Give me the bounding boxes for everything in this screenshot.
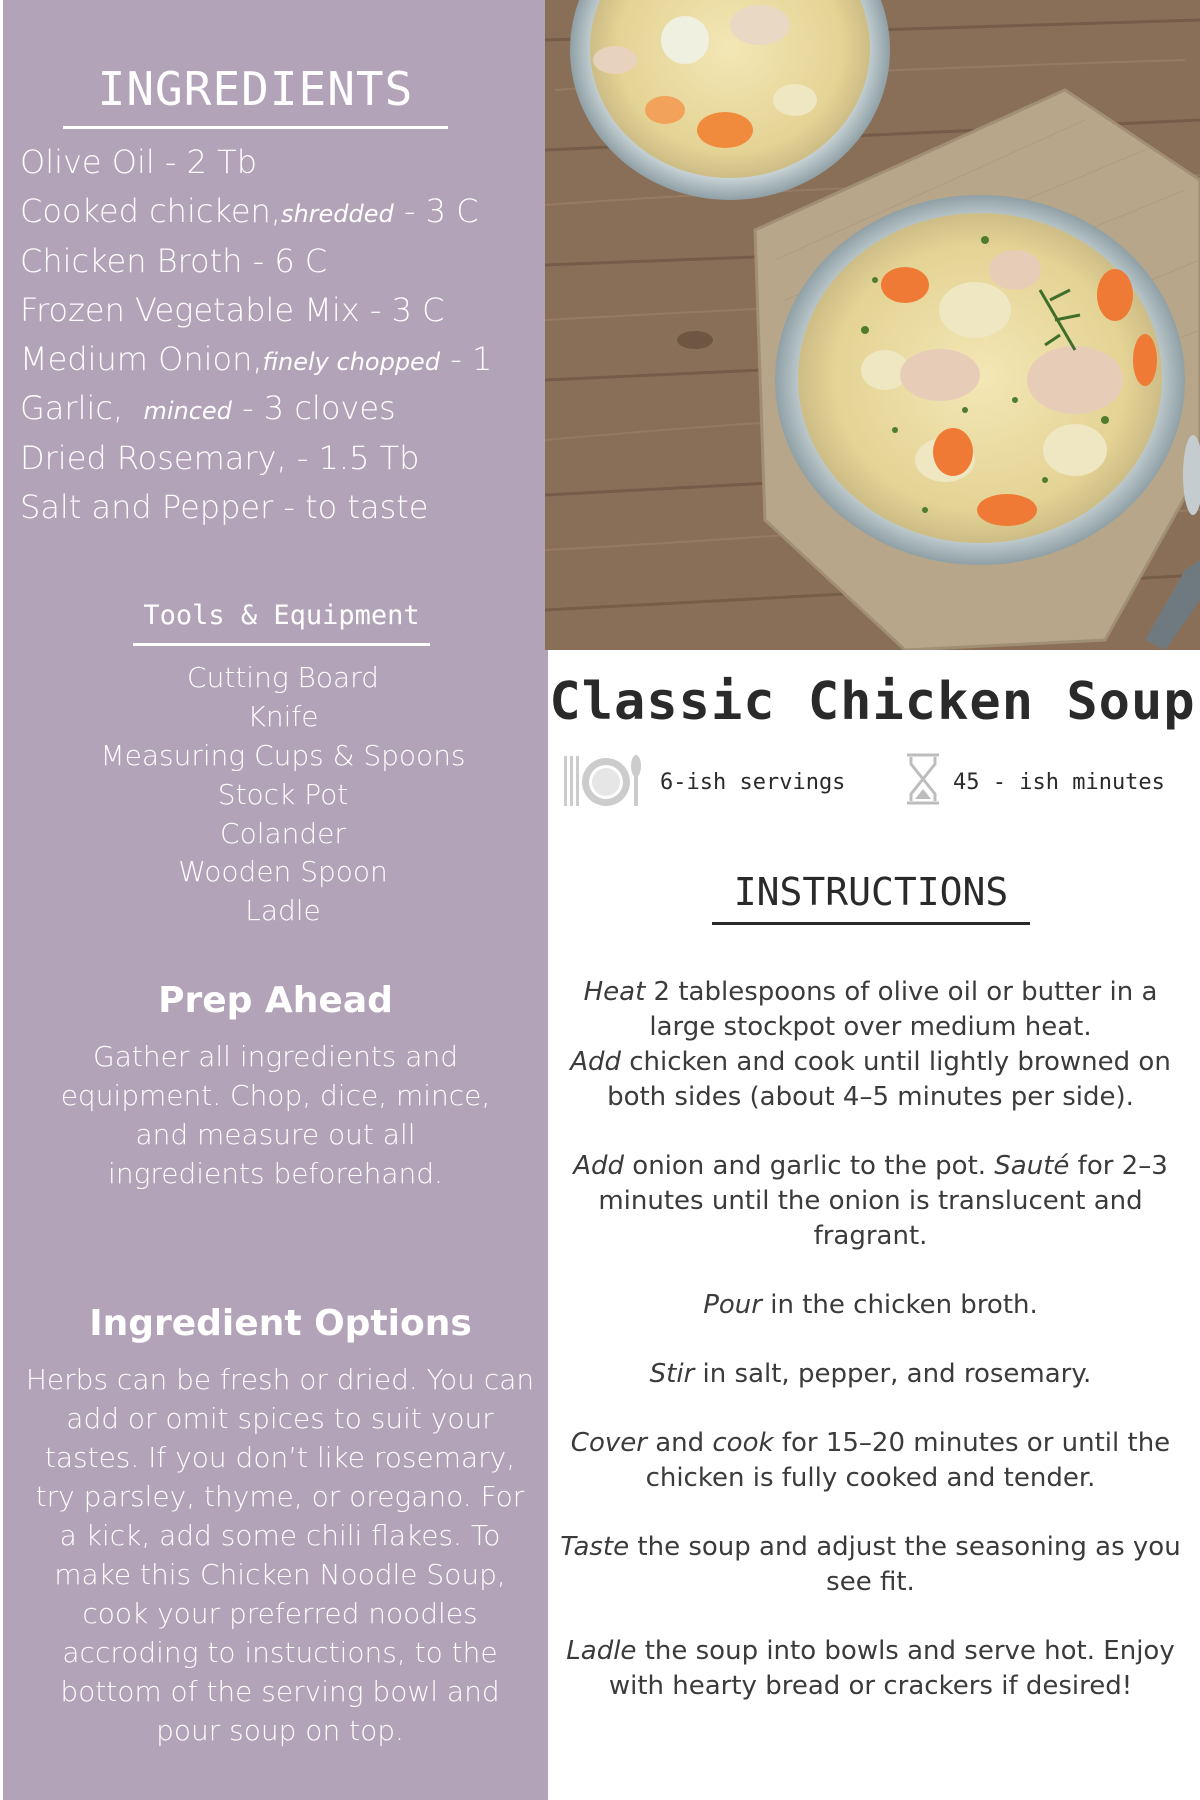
ingredient-text: Dried Rosemary, - 1.5 Tb — [20, 438, 420, 477]
tool-item: Cutting Board — [187, 661, 379, 694]
step-text: in salt, pepper, and rosemary. — [694, 1359, 1092, 1389]
tool-item: Colander — [220, 816, 346, 850]
instruction-step — [548, 1357, 1193, 1392]
instruction-step — [548, 1149, 1193, 1254]
time-text: 45 - ish minutes — [953, 770, 1165, 795]
step-verb: Add — [570, 1047, 621, 1077]
ingredients-list — [20, 140, 540, 534]
instructions-title: INSTRUCTIONS — [712, 870, 1030, 925]
tool-item: Knife — [247, 699, 319, 733]
soup-photo — [545, 0, 1200, 650]
ingredient-item — [20, 189, 540, 238]
ingredient-options-title: Ingredient Options — [89, 1303, 472, 1344]
recipe-meta — [560, 752, 1200, 812]
ingredient-note: shredded — [280, 200, 394, 229]
step-verb: Ladle — [566, 1636, 637, 1666]
step-text: the soup and adjust the seasoning as you see fit. — [629, 1532, 1181, 1597]
step-verb: Pour — [703, 1290, 762, 1320]
ingredient-item — [20, 140, 540, 189]
instruction-step — [548, 1426, 1193, 1496]
plate-fork-knife-icon — [562, 754, 642, 814]
instructions-list — [548, 975, 1193, 1704]
step-verb: Cover — [570, 1428, 647, 1458]
prep-ahead-text: Gather all ingredients and equipment. Chop, dice, mince, and measure out all ingredients beforehand. — [60, 1040, 491, 1190]
instruction-step — [548, 1045, 1193, 1115]
ingredient-note: finely chopped — [262, 348, 441, 377]
step-text: for 2–3 minutes until the onion is translucent and fragrant. — [598, 1151, 1168, 1251]
servings-text: 6-ish servings — [660, 770, 846, 795]
ingredient-options-text: Herbs can be fresh or dried. You can add or omit spices to suit your tastes. If you don’t like rosemary, try parsley, thyme, or oregano. For a kick, add some chili flakes. To make this Chicken Noodle Soup, cook your preferred noodles accroding to instuctions, to the bottom of the serving bowl and pour soup on top. — [25, 1363, 535, 1747]
instruction-step — [548, 975, 1193, 1045]
ingredient-item — [20, 239, 540, 288]
tool-item: Stock Pot — [217, 777, 349, 811]
ingredient-text: Medium Onion, — [20, 340, 263, 379]
ingredient-item — [20, 485, 540, 534]
tools-list — [3, 659, 563, 931]
ingredient-amount: - 3 C — [393, 192, 479, 231]
ingredient-text: Chicken Broth - 6 C — [20, 241, 328, 280]
ingredient-amount: - 1 — [440, 340, 493, 379]
step-text: chicken and cook until lightly browned on both sides (about 4–5 minutes per side). — [607, 1047, 1171, 1112]
ingredient-item — [20, 386, 540, 435]
ingredients-title: INGREDIENTS — [63, 62, 448, 129]
step-verb: Add — [573, 1151, 625, 1181]
step-text: for 15–20 minutes or until the chicken is fully cooked and tender. — [645, 1428, 1171, 1493]
step-verb: Taste — [560, 1532, 630, 1562]
ingredient-text: Olive Oil - 2 Tb — [20, 143, 258, 181]
left-sidebar — [0, 0, 548, 1800]
step-text: and — [646, 1428, 713, 1458]
tool-item: Ladle — [245, 894, 321, 928]
ingredient-item — [20, 436, 540, 485]
hourglass-icon — [905, 752, 941, 812]
ingredient-text: Salt and Pepper - to taste — [20, 488, 429, 527]
step-text: in the chicken broth. — [761, 1290, 1038, 1320]
tool-item: Wooden Spoon — [178, 855, 388, 889]
instruction-step — [548, 1634, 1193, 1704]
ingredient-note: minced — [143, 397, 232, 426]
ingredient-item — [20, 288, 540, 337]
step-verb: Heat — [583, 977, 646, 1007]
step-verb: cook — [712, 1428, 774, 1458]
tools-title: Tools & Equipment — [133, 600, 430, 646]
ingredient-amount: - 3 cloves — [231, 389, 396, 428]
ingredient-item — [20, 337, 540, 386]
step-verb: Sauté — [994, 1151, 1070, 1181]
prep-ahead-title: Prep Ahead — [158, 980, 393, 1021]
step-verb: Stir — [649, 1359, 695, 1389]
instruction-step — [548, 1530, 1193, 1600]
step-text: 2 tablespoons of olive oil or butter in a large stockpot over medium heat. — [645, 977, 1158, 1042]
recipe-title: Classic Chicken Soup — [549, 672, 1196, 732]
instruction-step — [548, 1288, 1193, 1323]
step-text: the soup into bowls and serve hot. Enjoy with hearty bread or crackers if desired! — [608, 1636, 1175, 1701]
tool-item: Measuring Cups & Spoons — [100, 738, 466, 772]
ingredient-text: Frozen Vegetable Mix - 3 C — [20, 290, 445, 329]
step-text: onion and garlic to the pot. — [624, 1151, 995, 1181]
ingredient-text: Garlic, — [20, 389, 144, 428]
ingredient-text: Cooked chicken, — [20, 192, 281, 231]
